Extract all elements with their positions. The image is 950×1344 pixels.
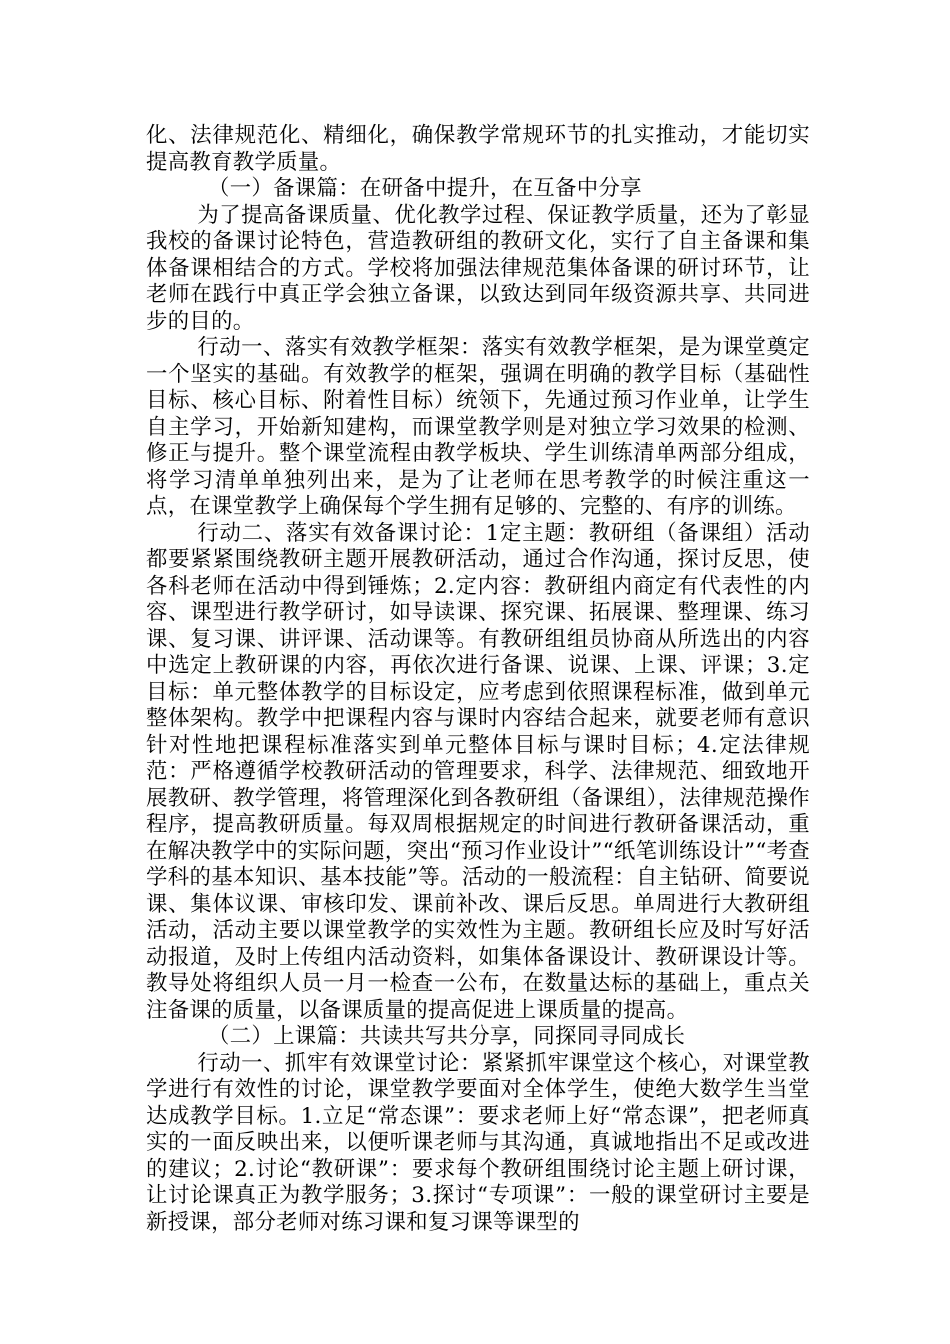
paragraph-continuation: 化、法律规范化、精细化，确保教学常规环节的扎实推动，才能切实提高教育教学质量。 [146, 123, 810, 175]
paragraph-action-one-classroom: 行动一、抓牢有效课堂讨论：紧紧抓牢课堂这个核心，对课堂教学进行有效性的讨论，课堂教学要面对全体学生，使绝大数学生当堂达成教学目标。1.立足“常态课”：要求老师上好“常态课”，把老师真实的一面反映出来，以便听课老师与其沟通，真诚地指出不足或改进的建议；2.讨论“教研课”：要求每个教研组围绕讨论主题上研讨课，让讨论课真正为教学服务；3.探讨“专项课”：一般的课堂研讨主要是新授课，部分老师对练习课和复习课等课型的 [146, 1050, 810, 1235]
paragraph-lesson-prep-intro: 为了提高备课质量、优化教学过程、保证教学质量，还为了彰显我校的备课讨论特色，营造教研组的教研文化，实行了自主备课和集体备课相结合的方式。学校将加强法律规范集体备课的研讨环节，让老师在践行中真正学会独立备课，以致达到同年级资源共享、共同进步的目的。 [146, 202, 810, 334]
section-heading-lesson-prep: （一）备课篇：在研备中提升，在互备中分享 [208, 176, 642, 201]
document-body [146, 123, 810, 1236]
paragraph-action-two-discussion: 行动二、落实有效备课讨论：1定主题：教研组（备课组）活动都要紧紧围绕教研主题开展教研活动，通过合作沟通，探讨反思，使各科老师在活动中得到锤炼；2.定内容：教研组内商定有代表性的内容、课型进行教学研讨，如导读课、探究课、拓展课、整理课、练习课、复习课、讲评课、活动课等。有教研组组员协商从所选出的内容中选定上教研课的内容，再依次进行备课、说课、上课、评课；3.定目标：单元整体教学的目标设定，应考虑到依照课程标准，做到单元整体架构。教学中把课程内容与课时内容结合起来，就要老师有意识针对性地把课程标准落实到单元整体目标与课时目标；4.定法律规范：严格遵循学校教研活动的管理要求，科学、法律规范、细致地开展教研、教学管理，将管理深化到各教研组（备课组），法律规范操作程序，提高教研质量。每双周根据规定的时间进行教研备课活动，重在解决教学中的实际问题，突出“预习作业设计”“纸笔训练设计”“考查学科的基本知识、基本技能”等。活动的一般流程：自主钻研、简要说课、集体议课、审核印发、课前补改、课后反思。单周进行大教研组活动，活动主要以课堂教学的实效性为主题。教研组长应及时写好活动报道，及时上传组内活动资料，如集体备课设计、教研课设计等。教导处将组织人员一月一检查一公布，在数量达标的基础上，重点关注备课的质量，以备课质量的提高促进上课质量的提高。 [146, 520, 810, 1023]
paragraph-action-one-framework: 行动一、落实有效教学框架：落实有效教学框架，是为课堂奠定一个坚实的基础。有效教学的框架，强调在明确的教学目标（基础性目标、核心目标、附着性目标）统领下，先通过预习作业单，让学生自主学习，开始新知建构，而课堂教学则是对独立学习效果的检测、修正与提升。整个课堂流程由教学板块、学生训练清单两部分组成，将学习清单单独列出来，是为了让老师在思考教学的时候注重这一点，在课堂教学上确保每个学生拥有足够的、完整的、有序的训练。 [146, 335, 810, 519]
section-heading-class: （二）上课篇：共读共写共分享，同探同寻同成长 [208, 1024, 686, 1049]
